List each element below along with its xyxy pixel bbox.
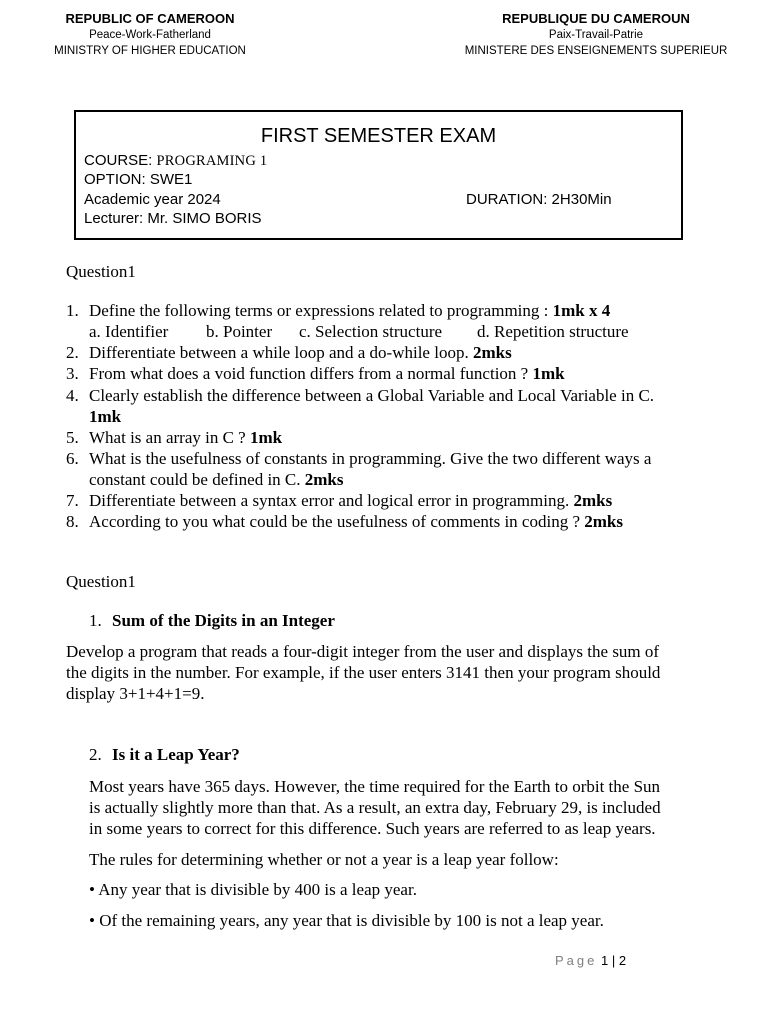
q5-number: 5.: [66, 428, 79, 447]
q3-number: 3.: [66, 364, 79, 383]
p1-number: 1.: [89, 611, 102, 630]
q5-question: What is an array in C ?: [89, 428, 250, 447]
q1-text: [89, 300, 610, 321]
q6-text: What is the usefulness of constants in programming. Give the two different ways a: [89, 449, 652, 468]
motto-fr: Paix-Travail-Patrie: [548, 29, 644, 41]
q2-number: 2.: [66, 343, 79, 362]
q8-text: [89, 511, 623, 532]
p2-title: Is it a Leap Year?: [112, 745, 240, 764]
q7-text: [89, 490, 612, 511]
section1-heading: Question1: [66, 262, 136, 281]
q6-text-line2: [89, 469, 344, 490]
header-left: [34, 11, 266, 59]
p1-title: Sum of the Digits in an Integer: [112, 611, 335, 630]
country-name-fr: REPUBLIQUE DU CAMEROUN: [502, 11, 690, 26]
p2-rules-intro: The rules for determining whether or not a year is a leap year follow:: [89, 850, 559, 869]
exam-title: FIRST SEMESTER EXAM: [260, 125, 497, 147]
q4-marks: 1mk: [89, 407, 122, 426]
q5-text: [89, 427, 282, 448]
p2-line1: Most years have 365 days. However, the time required for the Earth to orbit the Sun: [89, 777, 661, 796]
lecturer: Lecturer: Mr. SIMO BORIS: [84, 210, 262, 227]
page-word: Page: [555, 953, 598, 968]
q3-text: [89, 363, 565, 384]
page-separator: |: [611, 953, 616, 968]
section2-heading: Question1: [66, 572, 136, 591]
q1-sub-a: a. Identifier: [89, 322, 169, 341]
q4-number: 4.: [66, 386, 79, 405]
page-total: 2: [618, 953, 627, 968]
p2-number: 2.: [89, 745, 102, 764]
p2-line2: is actually slightly more than that. As a result, an extra day, February 29, is included: [89, 798, 661, 817]
page-current: 1: [601, 953, 609, 968]
q6-question-cont: constant could be defined in C.: [89, 470, 305, 489]
q8-marks: 2mks: [584, 512, 623, 531]
q1-question: Define the following terms or expressions related to programming :: [89, 301, 553, 320]
q2-text: [89, 342, 512, 363]
q6-number: 6.: [66, 449, 79, 468]
motto-en: Peace-Work-Fatherland: [89, 29, 211, 41]
q5-marks: 1mk: [249, 428, 283, 447]
q6-marks: 2mks: [304, 470, 344, 489]
academic-year: Academic year 2024: [84, 191, 221, 208]
q7-number: 7.: [66, 491, 79, 510]
p2-rule1: • Any year that is divisible by 400 is a leap year.: [89, 880, 417, 899]
p1-line3: display 3+1+4+1=9.: [66, 684, 205, 703]
option-line: OPTION: SWE1: [84, 171, 193, 188]
q4-marks-line: [89, 406, 121, 427]
exam-info-box: [74, 110, 683, 240]
q1-number: 1.: [66, 301, 79, 320]
course-line: [84, 152, 267, 170]
q3-question: From what does a void function differs from a normal function ?: [89, 364, 533, 383]
p1-line2: the digits in the number. For example, if the user enters 3141 then your program should: [66, 663, 661, 682]
header-right: [455, 11, 737, 59]
q2-question: Differentiate between a while loop and a do-while loop.: [89, 343, 473, 362]
q1-sub-c: c. Selection structure: [299, 322, 443, 341]
q7-marks: 2mks: [573, 491, 613, 510]
p1-line1: Develop a program that reads a four-digit integer from the user and displays the sum of: [66, 642, 660, 661]
q8-question: According to you what could be the usefulness of comments in coding ?: [89, 512, 585, 531]
p2-line3: in some years to correct for this difference. Such years are referred to as leap years.: [89, 819, 656, 838]
q4-text: Clearly establish the difference between a Global Variable and Local Variable in C.: [89, 386, 655, 405]
ministry-fr: MINISTERE DES ENSEIGNEMENTS SUPERIEUR: [464, 45, 728, 57]
q7-question: Differentiate between a syntax error and logical error in programming.: [89, 491, 574, 510]
q3-marks: 1mk: [532, 364, 565, 383]
duration: DURATION: 2H30Min: [466, 191, 612, 208]
q1-sub-d: d. Repetition structure: [477, 322, 629, 341]
q8-number: 8.: [66, 512, 79, 531]
course-value: PROGRAMING 1: [156, 153, 268, 169]
country-name-en: REPUBLIC OF CAMEROON: [65, 11, 235, 26]
ministry-en: MINISTRY OF HIGHER EDUCATION: [54, 45, 246, 57]
q1-sub-b: b. Pointer: [206, 322, 273, 341]
q2-marks: 2mks: [472, 343, 512, 362]
course-label: COURSE:: [84, 152, 153, 169]
page-footer: [555, 953, 626, 968]
p2-rule2: • Of the remaining years, any year that is divisible by 100 is not a leap year.: [89, 911, 604, 930]
q1-marks: 1mk x 4: [552, 301, 611, 320]
